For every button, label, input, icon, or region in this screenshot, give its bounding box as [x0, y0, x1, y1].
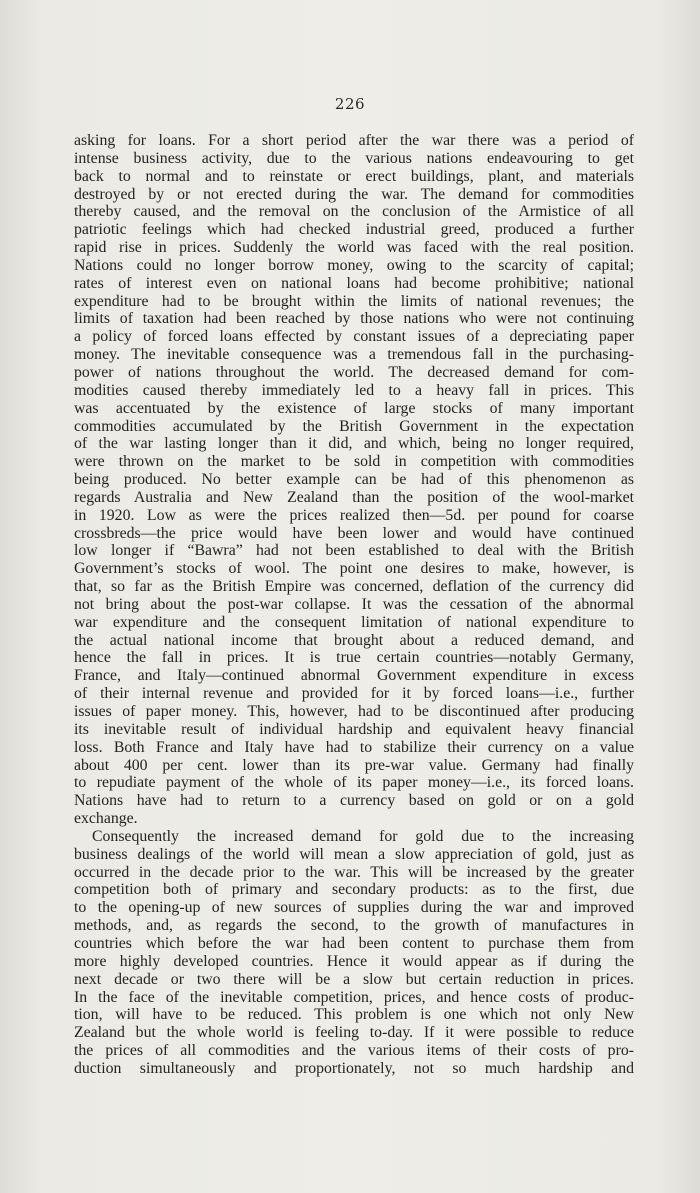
text-line: tion, will have to be reduced. This problem is one which not only New [74, 1006, 634, 1024]
text-line: money. The inevitable consequence was a tremendous fall in the purchasing- [74, 346, 634, 364]
text-line: power of nations throughout the world. The decreased demand for com- [74, 363, 634, 381]
text-line: crossbreds—the price would have been lower and would have continued [74, 524, 634, 542]
text-line: being produced. No better example can be had of this phenomenon as [74, 471, 634, 489]
text-line: more highly developed countries. Hence it would appear as if during the [74, 952, 634, 970]
text-line: that, so far as the British Empire was concerned, deflation of the currency did [74, 578, 634, 596]
text-line: regards Australia and New Zealand than the position of the wool-market [74, 488, 634, 506]
text-line: rapid rise in prices. Suddenly the world was faced with the real position. [74, 239, 634, 257]
text-line: In the face of the inevitable competition, prices, and hence costs of produc- [74, 988, 634, 1006]
text-line: expenditure had to be brought within the limits of national revenues; the [74, 292, 634, 310]
text-line: war expenditure and the consequent limitation of national expenditure to [74, 613, 634, 631]
text-line: issues of paper money. This, however, had to be discontinued after producing [74, 703, 634, 720]
text-line: countries which before the war had been content to purchase them from [74, 934, 634, 952]
text-line: modities caused thereby immediately led to a heavy fall in prices. This [74, 381, 634, 399]
text-line: limits of taxation had been reached by those nations who were not continuing [74, 310, 634, 328]
body-text [74, 132, 634, 1078]
text-line: duction simultaneously and proportionately, not so much hardship and [74, 1059, 634, 1077]
text-line: asking for loans. For a short period after the war there was a period of [74, 132, 634, 149]
text-line: were thrown on the market to be sold in competition with commodities [74, 453, 634, 471]
text-line: Nations could no longer borrow money, owing to the scarcity of capital; [74, 256, 634, 274]
text-line: low longer if “Bawra” had not been established to deal with the British [74, 542, 634, 560]
text-line: France, and Italy—continued abnormal Government expenditure in excess [74, 667, 634, 685]
text-line: occurred in the decade prior to the war. This will be increased by the greater [74, 863, 634, 881]
text-line: Nations have had to return to a currency based on gold or on a gold [74, 792, 634, 810]
text-line: to repudiate payment of the whole of its paper money—i.e., its forced loans. [74, 774, 634, 792]
text-line: the actual national income that brought about a reduced demand, and [74, 631, 634, 649]
text-line: about 400 per cent. lower than its pre-war value. Germany had finally [74, 756, 634, 774]
text-line: methods, and, as regards the second, to the growth of manufactures in [74, 917, 634, 935]
text-line: of the war lasting longer than it did, and which, being no longer required, [74, 435, 634, 453]
text-line: next decade or two there will be a slow but certain reduction in prices. [74, 970, 634, 988]
text-line: in 1920. Low as were the prices realized then—5d. per pound for coarse [74, 506, 634, 524]
text-line: patriotic feelings which had checked industrial greed, produced a further [74, 221, 634, 239]
text-line: rates of interest even on national loans had become prohibitive; national [74, 274, 634, 292]
text-line: commodities accumulated by the British Government in the expectation [74, 417, 634, 435]
text-line: destroyed by or not erected during the war. The demand for commodities [74, 185, 634, 203]
text-line: was accentuated by the existence of large stocks of many important [74, 399, 634, 417]
text-line: of their internal revenue and provided for it by forced loans—i.e., further [74, 685, 634, 703]
text-line: to the opening-up of new sources of supplies during the war and improved [74, 899, 634, 917]
text-line: Consequently the increased demand for gold due to the increasing [92, 827, 634, 845]
text-line: back to normal and to reinstate or erect buildings, plant, and materials [74, 167, 634, 185]
text-line: intense business activity, due to the various nations endeavouring to get [74, 149, 634, 167]
text-line: exchange. [74, 810, 138, 828]
text-line: its inevitable result of individual hardship and equivalent heavy financial [74, 720, 634, 738]
text-line: Zealand but the whole world is feeling to-day. If it were possible to reduce [74, 1024, 634, 1042]
text-line: Government’s stocks of wool. The point one desires to make, however, is [74, 560, 634, 578]
page-number: 226 [334, 95, 366, 113]
text-line: hence the fall in prices. It is true certain countries—notably Germany, [74, 649, 634, 667]
text-line: business dealings of the world will mean a slow appreciation of gold, just as [74, 845, 634, 863]
text-line: a policy of forced loans effected by constant issues of a depreciating paper [74, 328, 634, 346]
text-line: loss. Both France and Italy have had to stabilize their currency on a value [74, 738, 634, 756]
text-line: thereby caused, and the removal on the conclusion of the Armistice of all [74, 203, 634, 221]
text-line: the prices of all commodities and the various items of their costs of pro- [74, 1042, 634, 1060]
text-line: not bring about the post-war collapse. It was the cessation of the abnormal [74, 595, 634, 613]
text-line: competition both of primary and secondary products: as to the first, due [74, 881, 634, 899]
